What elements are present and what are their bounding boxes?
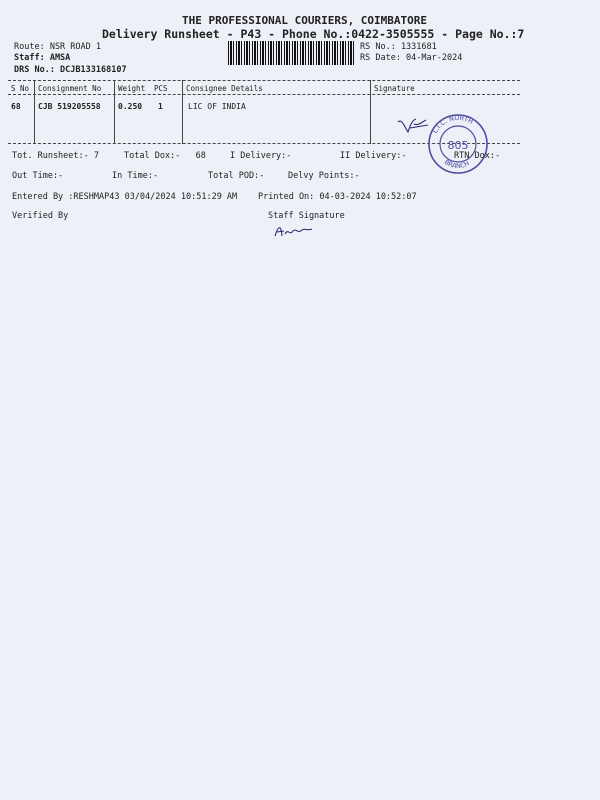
rs-date: RS Date: 04-Mar-2024 xyxy=(360,53,463,63)
entered-by: Entered By :RESHMAP43 03/04/2024 10:51:29 AM xyxy=(12,192,238,202)
col-header-weight: Weight xyxy=(118,84,146,93)
verified-by-label: Verified By xyxy=(12,211,69,221)
lic-branch-stamp xyxy=(426,112,490,176)
stamp-text-bottom: BRANCH xyxy=(442,158,471,171)
in-time: In Time:- xyxy=(112,171,159,181)
staff-signature-label: Staff Signature xyxy=(268,211,345,221)
company-title: THE PROFESSIONAL COURIERS, COIMBATORE xyxy=(182,14,428,27)
col-divider xyxy=(182,80,183,144)
ii-delivery: II Delivery:- xyxy=(340,151,407,161)
table-top-rule xyxy=(8,80,520,81)
col-header-signature: Signature xyxy=(374,84,415,93)
cell-consignee: LIC OF INDIA xyxy=(188,102,246,111)
col-header-consignee: Consignee Details xyxy=(186,84,263,93)
table-header-rule xyxy=(8,94,520,95)
total-dox: Total Dox:- 68 xyxy=(124,151,206,161)
printed-on: Printed On: 04-03-2024 10:52:07 xyxy=(258,192,417,202)
cell-weight: 0.250 xyxy=(118,102,143,111)
rtn-dox: RTN Dox:- xyxy=(454,151,501,161)
staff-signature xyxy=(272,222,316,240)
delvy-points: Delvy Points:- xyxy=(288,171,360,181)
cell-pcs: 1 xyxy=(158,102,163,111)
drs-number: DRS No.: DCJB133168107 xyxy=(14,65,127,75)
cell-consignment: CJB 519205558 xyxy=(38,102,101,111)
route-label: Route: NSR ROAD 1 xyxy=(14,42,101,52)
i-delivery: I Delivery:- xyxy=(230,151,292,161)
runsheet-subtitle: Delivery Runsheet - P43 - Phone No.:0422-3505555 - Page No.:7 xyxy=(102,27,525,41)
col-divider xyxy=(114,80,115,144)
tot-runsheet: Tot. Runsheet:- 7 xyxy=(12,151,99,161)
stamp-number: 805 xyxy=(447,139,469,152)
cell-sno: 68 xyxy=(11,102,21,111)
col-header-pcs: PCS xyxy=(154,84,168,93)
rs-number: RS No.: 1331681 xyxy=(360,42,437,52)
col-divider xyxy=(34,80,35,144)
col-header-consignment: Consignment No xyxy=(38,84,102,93)
col-divider xyxy=(370,80,371,144)
out-time: Out Time:- xyxy=(12,171,64,181)
consignee-signature xyxy=(396,114,430,136)
barcode xyxy=(228,41,354,65)
col-header-sno: S No xyxy=(11,84,30,93)
stamp-text-top: L.I.C. NORTH xyxy=(430,113,475,135)
staff-label: Staff: AMSA xyxy=(14,53,71,63)
total-pod: Total POD:- xyxy=(208,171,265,181)
